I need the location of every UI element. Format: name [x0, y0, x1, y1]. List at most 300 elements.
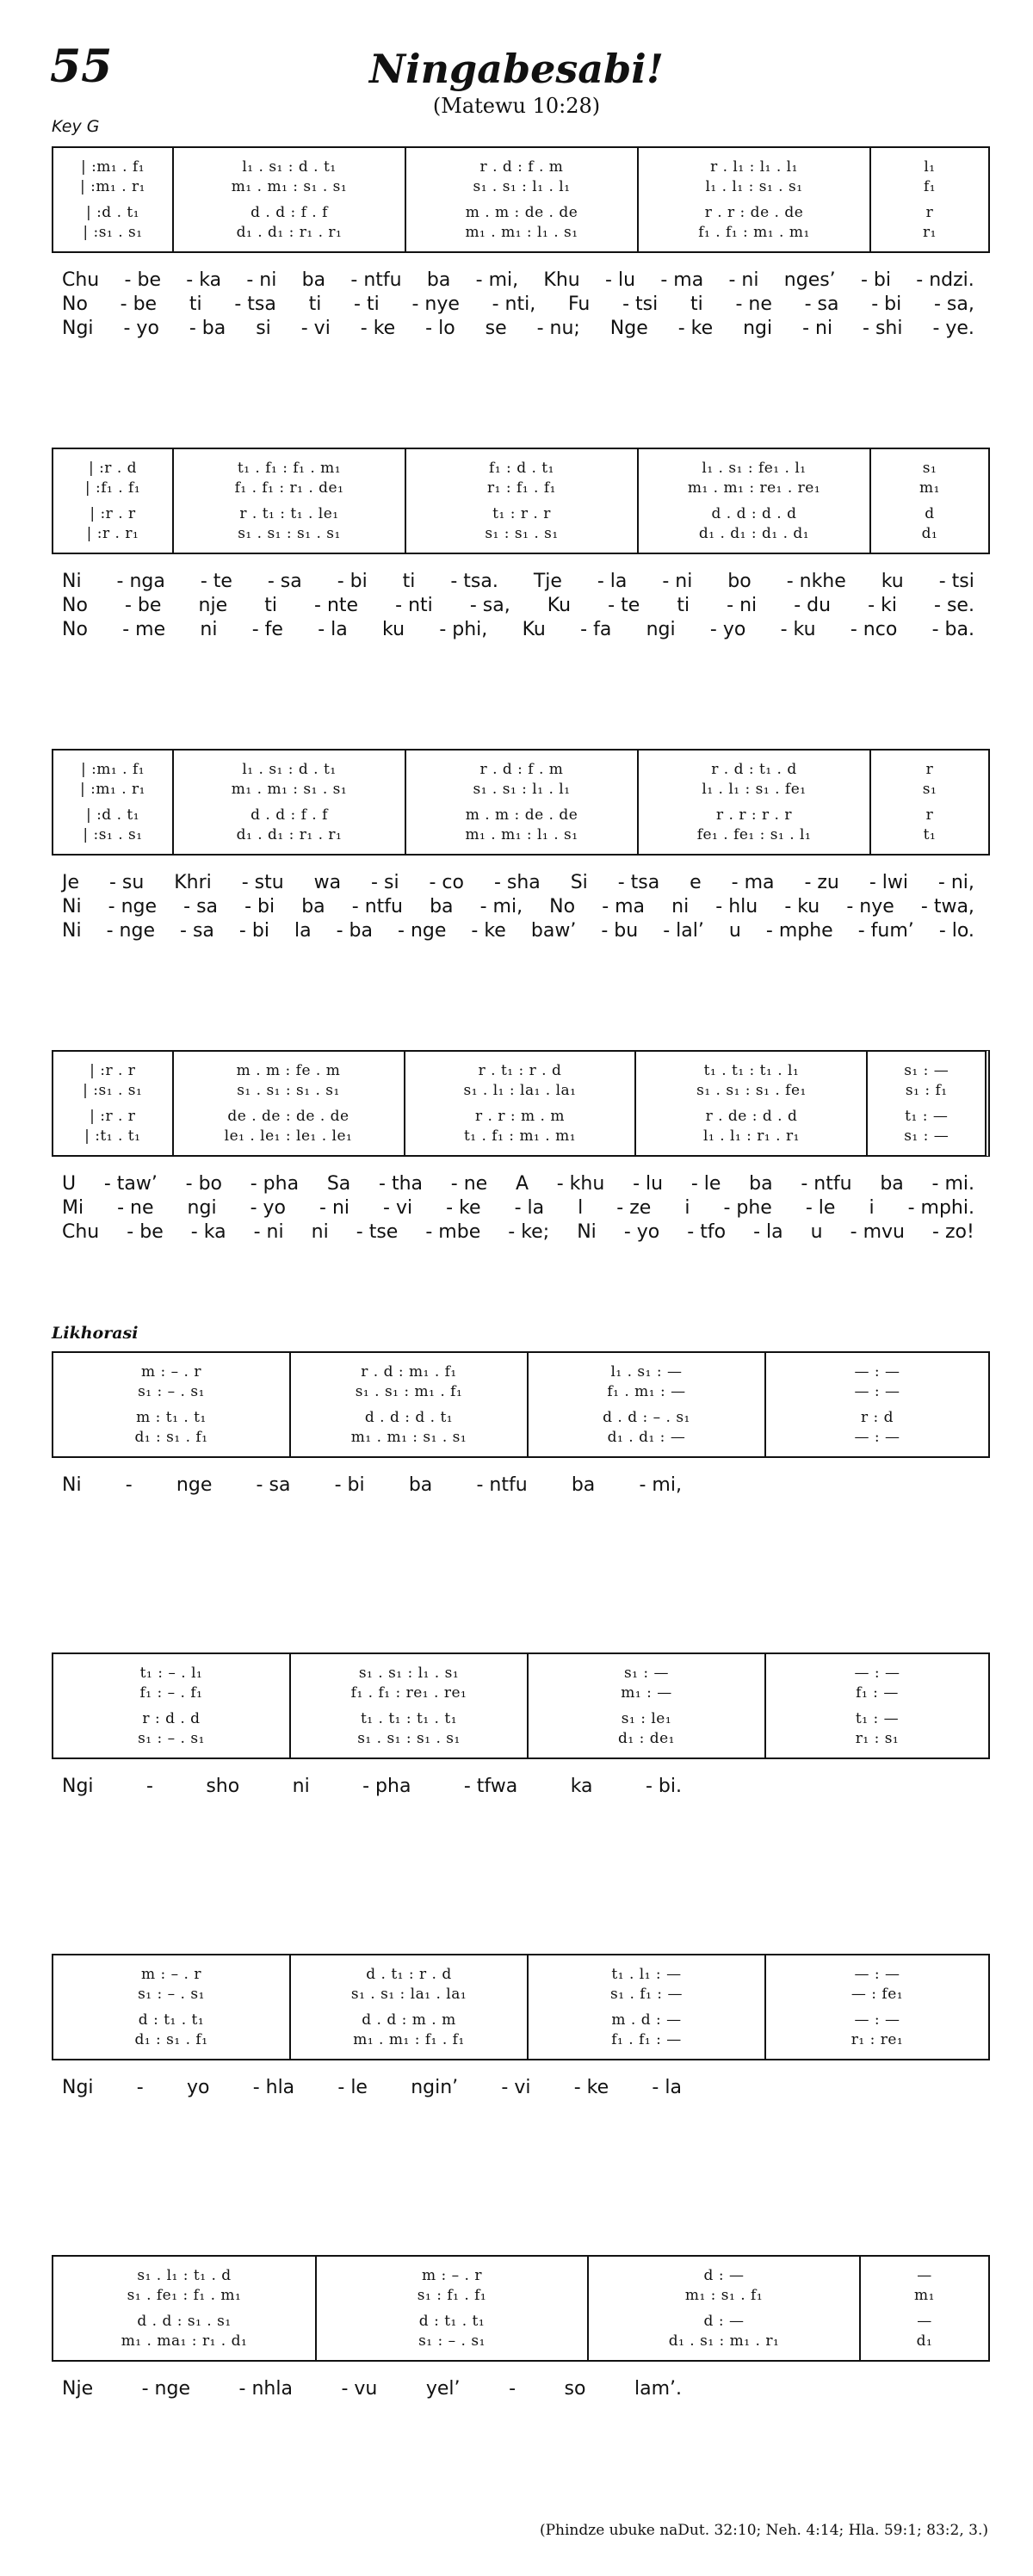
voice-part: | :f₁ . f₁ — [84, 479, 141, 497]
lyric-line — [62, 2076, 682, 2100]
lyric-syllable: - ntfu — [476, 1474, 528, 1496]
voice-part: t₁ : — — [855, 1709, 900, 1727]
lyric-syllable: ti — [308, 293, 322, 315]
measure — [529, 1955, 766, 2059]
voice-part: r — [925, 203, 934, 221]
voice-part: r₁ — [923, 223, 937, 241]
voice-part: r — [925, 760, 934, 778]
voice-part: s₁ . s₁ : s₁ . s₁ — [237, 1081, 340, 1099]
lyric-syllable: - bi — [334, 1474, 365, 1496]
music-system — [52, 1050, 990, 1157]
lyric-syllable: - sha — [493, 872, 541, 893]
voice-part: r . d : f . m — [479, 158, 564, 176]
voice-part: m₁ . m₁ : s₁ . s₁ — [231, 177, 348, 195]
voice-part: s₁ : f₁ — [905, 1081, 948, 1099]
voice-part: m : – . r — [141, 1362, 201, 1381]
voice-part: l₁ . s₁ : d . t₁ — [242, 158, 337, 176]
lyric-syllable: ku — [382, 619, 405, 640]
lyric-syllable: - mphe — [765, 920, 833, 942]
lyric-line — [62, 269, 974, 293]
lyric-syllable: - be — [125, 595, 162, 616]
music-system — [52, 146, 990, 253]
lyric-line — [62, 570, 974, 594]
measure — [861, 2257, 988, 2360]
voice-part: — : — — [854, 2011, 900, 2029]
voice-part: fe₁ . fe₁ : s₁ . l₁ — [696, 825, 812, 843]
lyric-syllable: ba — [408, 1474, 433, 1496]
voice-part: s₁ : – . s₁ — [138, 1729, 205, 1747]
voice-part: s₁ : – . s₁ — [418, 2332, 486, 2350]
lyric-syllable: u — [810, 1221, 823, 1243]
measure — [53, 1353, 291, 1456]
lyric-syllable: - du — [794, 595, 832, 616]
measure — [636, 1052, 868, 1155]
voice-part: r . d : m₁ . f₁ — [361, 1362, 457, 1381]
lyric-syllable: ti — [690, 293, 703, 315]
lyric-line — [62, 1196, 974, 1220]
voice-part: r₁ : f₁ . f₁ — [487, 479, 556, 497]
lyric-syllable: - mphi. — [907, 1197, 974, 1219]
lyric-syllable: nje — [198, 595, 228, 616]
measure — [53, 1955, 291, 2059]
voice-part: — : — — [854, 1362, 900, 1381]
lyric-syllable: - ke — [573, 2077, 609, 2098]
lyric-syllable: ni — [311, 1221, 329, 1243]
lyric-line — [62, 1473, 682, 1498]
lyric-syllable: - su — [108, 872, 145, 893]
lyric-syllable: sho — [206, 1776, 240, 1797]
voice-part: — : — — [854, 1428, 900, 1446]
lyric-syllable: - ni — [728, 269, 759, 291]
lyric-syllable: - shi — [863, 318, 903, 339]
lyric-syllable: - tsi — [938, 571, 974, 592]
voice-part: | :m₁ . r₁ — [80, 177, 145, 195]
voice-part: r . r : r . r — [716, 806, 792, 824]
lyric-syllable: lam’. — [634, 2378, 682, 2400]
lyric-syllable: baw’ — [530, 920, 577, 942]
lyric-syllable: ka — [570, 1776, 593, 1797]
lyric-syllable: - nco — [850, 619, 898, 640]
lyric-syllable: - le — [805, 1197, 836, 1219]
lyric-syllable: - lu — [633, 1173, 664, 1195]
chorus-label: Likhorasi — [52, 1324, 139, 1343]
voice-part: t₁ : — — [905, 1107, 949, 1125]
lyric-syllable: - le — [690, 1173, 721, 1195]
lyric-syllable: - nhla — [238, 2378, 293, 2400]
voice-part: | :m₁ . f₁ — [80, 158, 145, 176]
lyric-syllable: - le — [337, 2077, 368, 2098]
voice-part: m : – . r — [141, 1965, 201, 1983]
lyric-syllable: - ni — [319, 1197, 350, 1219]
music-system — [52, 448, 990, 554]
lyric-syllable: - vu — [341, 2378, 378, 2400]
lyric-syllable: - mi, — [475, 269, 519, 291]
lyric-syllable: ngin’ — [411, 2077, 459, 2098]
lyric-syllable: - nge — [108, 896, 158, 917]
voice-part: | :d . t₁ — [85, 203, 140, 221]
voice-part: s₁ . s₁ : s₁ . s₁ — [238, 524, 341, 542]
key-signature: Key G — [52, 117, 100, 136]
measure — [639, 449, 871, 553]
voice-part: | :r . r — [90, 504, 136, 522]
lyric-syllable: - ntfu — [350, 269, 402, 291]
lyric-syllable: ba — [571, 1474, 596, 1496]
lyric-syllable: - nte — [314, 595, 359, 616]
voice-part: r . t₁ : r . d — [478, 1061, 562, 1079]
voice-part: d . d : s₁ . s₁ — [137, 2312, 232, 2330]
lyric-syllable: ba — [301, 269, 326, 291]
lyric-line — [62, 1775, 682, 1799]
lyric-syllable: - ni, — [937, 872, 974, 893]
lyric-syllable: - stu — [241, 872, 284, 893]
voice-part: l₁ . l₁ : s₁ . s₁ — [705, 177, 803, 195]
voice-part: s₁ : — — [904, 1061, 949, 1079]
lyric-syllable: - hlu — [715, 896, 758, 917]
lyric-syllable: wa — [313, 872, 342, 893]
music-system — [52, 1652, 990, 1759]
lyric-syllable: - ke — [677, 318, 714, 339]
lyric-syllable: - co — [429, 872, 464, 893]
voice-part: d . d : d . d — [711, 504, 797, 522]
cross-references: (Phindze ubuke naDut. 32:10; Neh. 4:14; Hla. 59:1; 83:2, 3.) — [539, 2522, 988, 2539]
lyric-syllable: - bi — [238, 920, 269, 942]
voice-part: m₁ . m₁ : f₁ . f₁ — [353, 2030, 465, 2048]
lyric-syllable: - mbe — [425, 1221, 481, 1243]
lyric-line — [62, 594, 974, 618]
voice-part: d . d : f . f — [251, 806, 328, 824]
voice-part: | :s₁ . s₁ — [83, 223, 143, 241]
voice-part: d . t₁ : r . d — [366, 1965, 452, 1983]
measure — [174, 148, 406, 251]
lyric-syllable: - tfo — [687, 1221, 727, 1243]
voice-part: f₁ — [923, 177, 937, 195]
lyric-syllable: - tsi — [622, 293, 659, 315]
voice-part: l₁ — [924, 158, 936, 176]
lyric-syllable: - nge — [106, 920, 155, 942]
lyric-syllable: - ba. — [931, 619, 974, 640]
voice-part: f₁ . f₁ : r₁ . de₁ — [234, 479, 344, 497]
lyric-syllable: - ku — [780, 619, 816, 640]
lyric-syllable: yel’ — [425, 2378, 461, 2400]
lyric-syllable: - bi. — [645, 1776, 682, 1797]
lyric-syllable: - la — [514, 1197, 545, 1219]
voice-part: s₁ — [922, 780, 937, 798]
voice-part: d₁ . d₁ : r₁ . r₁ — [236, 223, 343, 241]
lyric-syllable: ngi — [187, 1197, 217, 1219]
lyric-syllable: - tsa. — [450, 571, 498, 592]
voice-part: — — [917, 2312, 932, 2330]
lyric-syllable: se — [485, 318, 507, 339]
hymn-title: Ningabesabi! — [369, 46, 664, 92]
measure — [529, 1353, 766, 1456]
lyric-syllable: nges’ — [783, 269, 836, 291]
measure — [406, 148, 639, 251]
lyric-syllable: - bi — [337, 571, 368, 592]
lyric-syllable: ba — [301, 896, 325, 917]
voice-part: d₁ — [921, 524, 938, 542]
measure — [291, 1353, 529, 1456]
lyric-syllable: - bo — [185, 1173, 222, 1195]
lyric-syllable: - mi, — [479, 896, 523, 917]
lyric-syllable: - ke — [471, 920, 506, 942]
lyric-syllable: Ni — [577, 1221, 597, 1243]
lyrics-block — [62, 269, 974, 341]
measure — [53, 449, 174, 553]
lyric-syllable: - sa, — [469, 595, 510, 616]
lyric-syllable: - bi — [871, 293, 902, 315]
voice-part: d₁ . d₁ : — — [607, 1428, 686, 1446]
lyric-syllable: - lu — [605, 269, 636, 291]
lyric-syllable: Nje — [62, 2378, 94, 2400]
voice-part: m₁ . m₁ : l₁ . s₁ — [465, 223, 578, 241]
lyric-syllable: - ke — [446, 1197, 481, 1219]
lyric-syllable: - be — [120, 293, 158, 315]
voice-part: de . de : de . de — [227, 1107, 349, 1125]
lyric-syllable: - fa — [580, 619, 612, 640]
lyric-syllable: ngi — [743, 318, 773, 339]
lyric-syllable: - yo — [123, 318, 159, 339]
lyric-syllable: A — [515, 1173, 529, 1195]
voice-part: m . d : — — [611, 2011, 682, 2029]
voice-part: d : t₁ . t₁ — [418, 2312, 486, 2330]
lyric-syllable: - lal’ — [663, 920, 704, 942]
voice-part: f₁ . f₁ : — — [611, 2030, 682, 2048]
music-system — [52, 2255, 990, 2362]
lyric-syllable: - sa — [804, 293, 839, 315]
lyric-syllable: - tha — [379, 1173, 424, 1195]
lyric-syllable: u — [728, 920, 741, 942]
voice-part: f₁ : — — [856, 1683, 899, 1702]
voice-part: t₁ . t₁ : t₁ . l₁ — [703, 1061, 800, 1079]
voice-part: d . d : m . m — [362, 2011, 456, 2029]
measure — [174, 1052, 405, 1155]
voice-part: t₁ . f₁ : f₁ . m₁ — [237, 459, 342, 477]
lyric-syllable: No — [62, 293, 88, 315]
lyric-syllable: - — [136, 2077, 144, 2098]
voice-part: s₁ — [922, 459, 937, 477]
lyric-syllable: - zo! — [932, 1221, 974, 1243]
voice-part: | :s₁ . s₁ — [83, 825, 143, 843]
measure — [871, 449, 988, 553]
lyric-syllable: - me — [122, 619, 166, 640]
lyric-syllable: - — [145, 1776, 153, 1797]
lyric-syllable: - ni — [727, 595, 758, 616]
lyric-syllable: si — [256, 318, 271, 339]
lyric-syllable: - la — [652, 2077, 682, 2098]
lyric-syllable: - sa — [256, 1474, 291, 1496]
voice-part: | :r . r — [90, 1107, 136, 1125]
measure — [871, 148, 988, 251]
lyric-syllable: - sa — [180, 920, 214, 942]
lyric-syllable: Je — [62, 872, 80, 893]
lyric-syllable: Tje — [533, 571, 562, 592]
lyric-syllable: - vi — [501, 2077, 531, 2098]
voice-part: m₁ : — — [621, 1683, 672, 1702]
lyric-syllable: - ke — [360, 318, 396, 339]
measure — [53, 1654, 291, 1757]
voice-part: d . d : – . s₁ — [603, 1408, 690, 1426]
lyric-syllable: so — [564, 2378, 586, 2400]
lyric-syllable: la — [294, 920, 312, 942]
lyric-syllable: ba — [880, 1173, 904, 1195]
lyric-syllable: Ni — [62, 1474, 82, 1496]
lyric-line — [62, 618, 974, 642]
lyric-syllable: - phi, — [439, 619, 488, 640]
voice-part: s₁ . l₁ : t₁ . d — [137, 2266, 232, 2284]
voice-part: t₁ : – . l₁ — [139, 1664, 203, 1682]
voice-part: d₁ . s₁ : m₁ . r₁ — [668, 2332, 780, 2350]
voice-part: | :m₁ . f₁ — [80, 760, 145, 778]
lyric-syllable: - nge — [141, 2378, 190, 2400]
lyric-syllable: - nti, — [492, 293, 536, 315]
lyrics-block — [62, 1172, 974, 1245]
voice-part: t₁ . l₁ : — — [611, 1965, 682, 1983]
voice-part: r . l₁ : l₁ . l₁ — [710, 158, 798, 176]
lyric-syllable: - la — [318, 619, 348, 640]
lyric-syllable: ba — [749, 1173, 773, 1195]
lyric-line — [62, 317, 974, 341]
music-system — [52, 749, 990, 856]
lyric-syllable: e — [690, 872, 702, 893]
voice-part: t₁ . f₁ : m₁ . m₁ — [463, 1127, 577, 1145]
lyric-syllable: - ni — [662, 571, 693, 592]
measure — [529, 1654, 766, 1757]
voice-part: d₁ : de₁ — [618, 1729, 675, 1747]
measure — [871, 751, 988, 854]
lyric-syllable: - la — [597, 571, 628, 592]
lyric-syllable: - ntfu — [351, 896, 403, 917]
measure — [53, 751, 174, 854]
measure — [53, 148, 174, 251]
lyric-syllable: - mvu — [850, 1221, 905, 1243]
lyric-syllable: - vi — [300, 318, 331, 339]
lyric-syllable: - nye — [411, 293, 460, 315]
lyric-syllable: - te — [608, 595, 640, 616]
lyric-syllable: - twa, — [920, 896, 974, 917]
measure — [406, 449, 639, 553]
lyrics-block — [62, 2076, 974, 2100]
lyric-syllable: Ngi — [62, 318, 94, 339]
lyric-line — [62, 2377, 682, 2401]
lyric-syllable: - ka — [190, 1221, 226, 1243]
lyric-syllable: - tse — [356, 1221, 399, 1243]
lyric-line — [62, 871, 974, 895]
lyric-syllable: ni — [671, 896, 690, 917]
lyric-syllable: - ma — [731, 872, 775, 893]
lyric-syllable: ti — [189, 293, 202, 315]
voice-part: m₁ — [919, 479, 940, 497]
voice-part: m : t₁ . t₁ — [136, 1408, 207, 1426]
measure — [766, 1955, 988, 2059]
lyric-syllable: ba — [430, 896, 454, 917]
lyric-syllable: - sa, — [933, 293, 974, 315]
voice-part: s₁ : – . s₁ — [138, 1985, 205, 2003]
lyric-syllable: - bi — [860, 269, 891, 291]
voice-part: s₁ : f₁ . f₁ — [417, 2286, 487, 2304]
voice-part: t₁ : r . r — [492, 504, 551, 522]
lyric-syllable: Ku — [547, 595, 572, 616]
lyrics-block — [62, 1775, 974, 1799]
lyric-syllable: - lwi — [869, 872, 908, 893]
lyric-syllable: - la — [753, 1221, 783, 1243]
lyric-syllable: Ku — [522, 619, 546, 640]
lyric-syllable: nge — [176, 1474, 213, 1496]
lyric-syllable: Ni — [62, 571, 82, 592]
voice-part: — : — — [854, 1382, 900, 1400]
lyric-syllable: U — [62, 1173, 77, 1195]
lyric-syllable: bo — [727, 571, 752, 592]
voice-part: s₁ : s₁ . s₁ — [485, 524, 559, 542]
measure — [174, 751, 406, 854]
lyric-syllable: - ba — [189, 318, 226, 339]
lyric-syllable: - pha — [250, 1173, 300, 1195]
voice-part: r₁ : s₁ — [855, 1729, 900, 1747]
voice-part: l₁ . l₁ : s₁ . fe₁ — [702, 780, 807, 798]
lyric-syllable: Khri — [174, 872, 212, 893]
lyric-line — [62, 919, 974, 943]
voice-part: | :s₁ . s₁ — [83, 1081, 143, 1099]
voice-part: l₁ . s₁ : fe₁ . l₁ — [702, 459, 807, 477]
voice-part: m . m : fe . m — [236, 1061, 341, 1079]
lyric-syllable: - mi. — [931, 1173, 974, 1195]
lyric-syllable: - hla — [252, 2077, 295, 2098]
voice-part: d₁ . d₁ : r₁ . r₁ — [236, 825, 343, 843]
lyric-syllable: - yo — [250, 1197, 287, 1219]
voice-part: d . d : d . t₁ — [364, 1408, 454, 1426]
voice-part: | :d . t₁ — [85, 806, 140, 824]
lyric-line — [62, 1220, 974, 1245]
voice-part: le₁ . le₁ : le₁ . le₁ — [224, 1127, 353, 1145]
voice-part: l₁ . l₁ : r₁ . r₁ — [703, 1127, 800, 1145]
voice-part: — : — — [854, 1664, 900, 1682]
voice-part: d . d : f . f — [251, 203, 328, 221]
lyric-syllable: Ngi — [62, 2077, 94, 2098]
lyric-syllable: - zu — [804, 872, 839, 893]
lyric-syllable: - nti — [395, 595, 433, 616]
measure — [291, 1955, 529, 2059]
lyric-syllable: Ngi — [62, 1776, 94, 1797]
lyrics-block — [62, 871, 974, 943]
scripture-reference: (Matewu 10:28) — [432, 94, 601, 118]
voice-part: s₁ . s₁ : l₁ . l₁ — [473, 177, 571, 195]
lyric-syllable: No — [549, 896, 576, 917]
lyric-syllable: - — [125, 1474, 133, 1496]
measure — [766, 1654, 988, 1757]
lyric-syllable: - ntfu — [801, 1173, 852, 1195]
voice-part: m₁ . m₁ : re₁ . re₁ — [687, 479, 821, 497]
lyric-syllable: - yo — [623, 1221, 660, 1243]
lyric-syllable: - — [509, 2378, 516, 2400]
lyric-syllable: Ni — [62, 896, 82, 917]
voice-part: s₁ : — — [623, 1664, 670, 1682]
voice-part: m₁ . m₁ : s₁ . s₁ — [350, 1428, 467, 1446]
lyric-syllable: ba — [426, 269, 451, 291]
voice-part: s₁ . s₁ : l₁ . l₁ — [473, 780, 571, 798]
lyric-syllable: - ti — [354, 293, 380, 315]
lyric-syllable: Sa — [326, 1173, 351, 1195]
lyric-syllable: - nkhe — [786, 571, 846, 592]
voice-part: r . t₁ : t₁ . le₁ — [239, 504, 339, 522]
lyric-syllable: ti — [677, 595, 690, 616]
voice-part: d : t₁ . t₁ — [138, 2011, 205, 2029]
lyric-syllable: - phe — [723, 1197, 772, 1219]
voice-part: | :r . r₁ — [86, 524, 139, 542]
voice-part: d₁ : s₁ . f₁ — [134, 2030, 208, 2048]
lyric-syllable: - ba — [336, 920, 373, 942]
voice-part: t₁ — [923, 825, 937, 843]
voice-part: r : d — [860, 1408, 894, 1426]
voice-part: r . r : de . de — [704, 203, 804, 221]
